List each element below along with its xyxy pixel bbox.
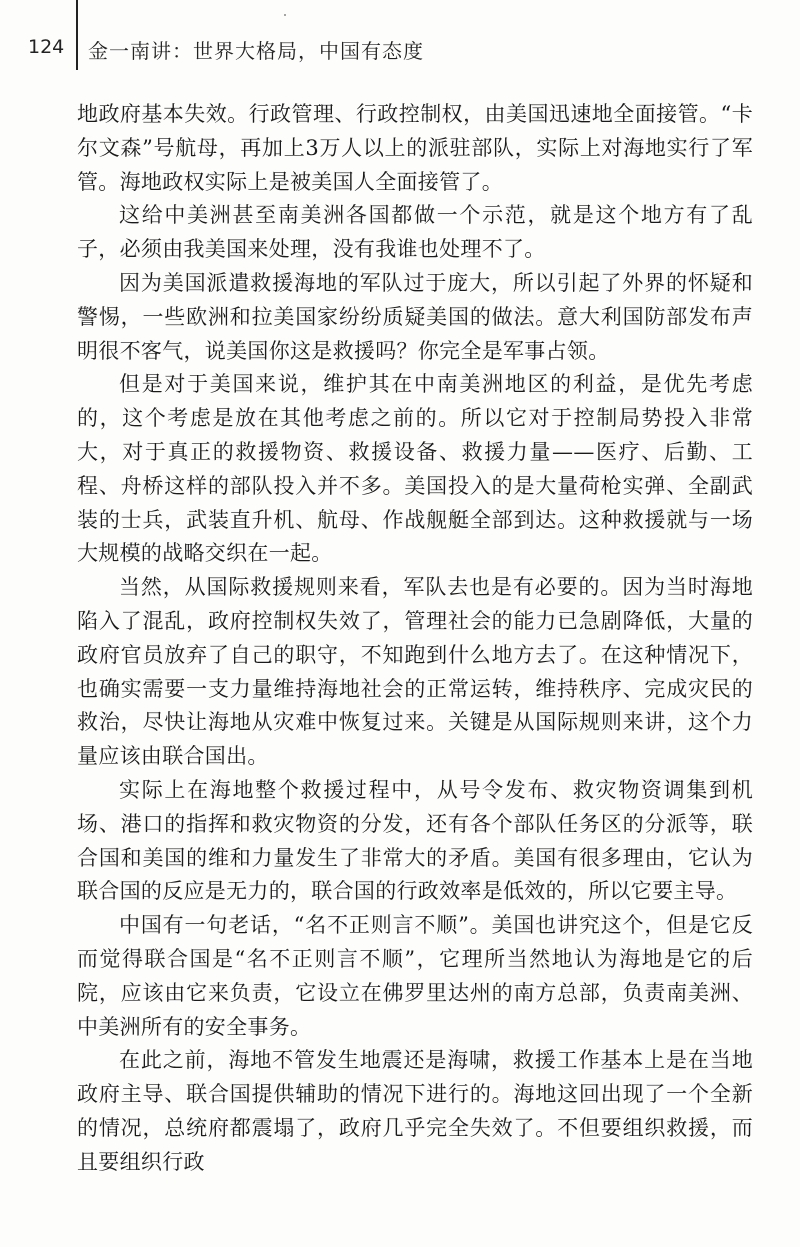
body-text	[77, 98, 753, 1180]
page-header	[0, 0, 800, 80]
paragraph: 在此之前，海地不管发生地震还是海啸，救援工作基本上是在当地政府主导、联合国提供辅助的情况下进行的。海地这回出现了一个全新的情况，总统府都震塌了，政府几乎完全失效了。不但要组织救援，而且要组织行政	[77, 1048, 753, 1174]
running-title: 金一南讲：世界大格局，中国有态度	[88, 39, 424, 63]
paragraph: 中国有一句老话，“名不正则言不顺”。美国也讲究这个，但是它反而觉得联合国是“名不正则言不顺”，它理所当然地认为海地是它的后院，应该由它来负责，它设立在佛罗里达州的南方总部，负责南美洲、中美洲所有的安全事务。	[77, 913, 753, 1039]
paragraph: 因为美国派遣救援海地的军队过于庞大，所以引起了外界的怀疑和警惕，一些欧洲和拉美国家纷纷质疑美国的做法。意大利国防部发布声明很不客气，说美国你这是救援吗？你完全是军事占领。	[77, 270, 753, 363]
paragraph: 地政府基本失效。行政管理、行政控制权，由美国迅速地全面接管。“卡尔文森”号航母，再加上3万人以上的派驻部队，实际上对海地实行了军管。海地政权实际上是被美国人全面接管了。	[77, 102, 753, 194]
header-divider	[76, 0, 78, 70]
paragraph: 这给中美洲甚至南美洲各国都做一个示范，就是这个地方有了乱子，必须由我美国来处理，没有我谁也处理不了。	[77, 203, 753, 262]
scan-speck	[284, 14, 286, 16]
paragraph: 但是对于美国来说，维护其在中南美洲地区的利益，是优先考虑的，这个考虑是放在其他考虑之前的。所以它对于控制局势投入非常大，对于真正的救援物资、救援设备、救援力量——医疗、后勤、工程、舟桥这样的部队投入并不多。美国投入的是大量荷枪实弹、全副武装的士兵，武装直升机、航母、作战舰艇全部到达。这种救援就与一场大规模的战略交织在一起。	[77, 372, 753, 566]
page-number: 124	[28, 36, 65, 58]
paragraph: 实际上在海地整个救援过程中，从号令发布、救灾物资调集到机场、港口的指挥和救灾物资的分发，还有各个部队任务区的分派等，联合国和美国的维和力量发生了非常大的矛盾。美国有很多理由，它认为联合国的反应是无力的，联合国的行政效率是低效的，所以它要主导。	[77, 777, 753, 904]
paragraph: 当然，从国际救援规则来看，军队去也是有必要的。因为当时海地陷入了混乱，政府控制权失效了，管理社会的能力已急剧降低，大量的政府官员放弃了自己的职守，不知跑到什么地方去了。在这种情况下，也确实需要一支力量维持海地社会的正常运转，维持秩序、完成灾民的救治，尽快让海地从灾难中恢复过来。关键是从国际规则来讲，这个力量应该由联合国出。	[77, 575, 753, 769]
